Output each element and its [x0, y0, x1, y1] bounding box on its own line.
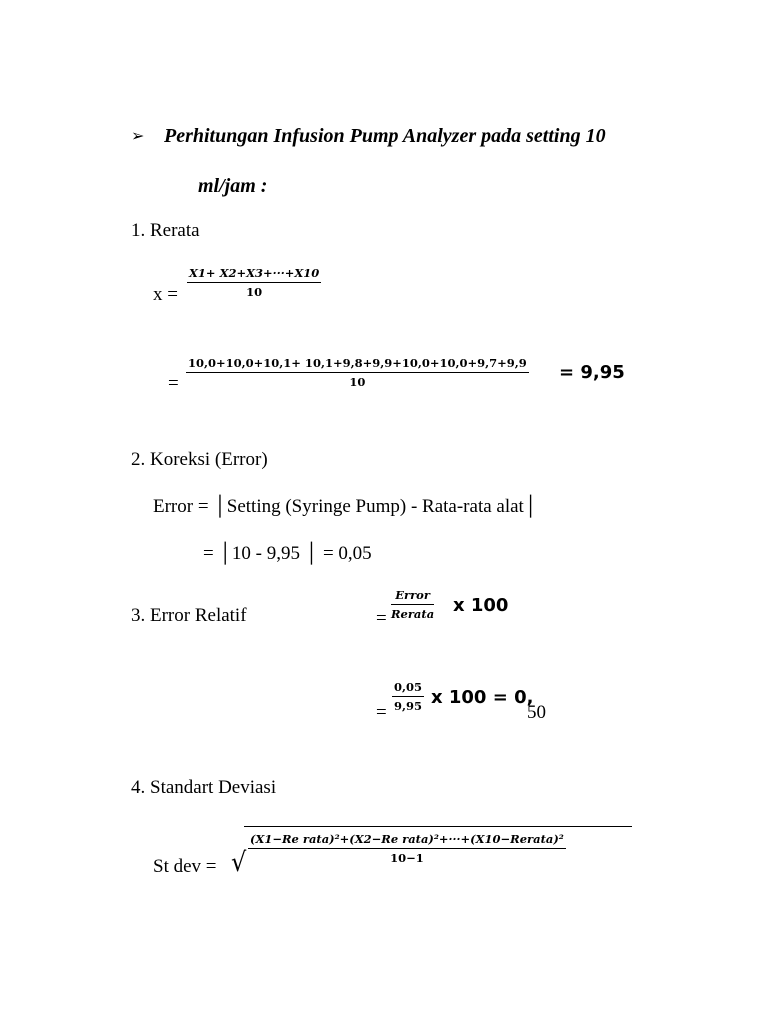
- relatif-equals-2: =: [376, 702, 387, 723]
- rerata-values-fraction: [186, 356, 529, 389]
- rerata-formula-fraction: [187, 266, 321, 299]
- rerata-values-numerator: 10,0+10,0+10,1+ 10,1+9,8+9,9+10,0+10,0+9,7+9,9: [188, 356, 527, 370]
- rerata-result: = 9,95: [559, 362, 625, 383]
- section-relatif-title: 3. Error Relatif: [131, 605, 247, 626]
- section-koreksi-title: 2. Koreksi (Error): [131, 449, 268, 470]
- heading-line-1: Perhitungan Infusion Pump Analyzer pada setting 10: [164, 125, 606, 147]
- relatif-formula-denominator: Rerata: [391, 607, 435, 621]
- stdev-formula-numerator: (X1−Re rata)²+(X2−Re rata)²+···+(X10−Rerata)²: [250, 832, 564, 846]
- relatif-formula-numerator: Error: [395, 588, 430, 602]
- rerata-equals: =: [168, 373, 179, 394]
- relatif-values-numerator: 0,05: [394, 680, 423, 694]
- sqrt-overline: [244, 826, 632, 827]
- rerata-values-denominator: 10: [349, 375, 366, 389]
- relatif-equals-1: =: [376, 608, 387, 629]
- relatif-values-denominator: 9,95: [394, 699, 423, 713]
- relatif-formula-fraction: [391, 588, 434, 621]
- heading-line-2: ml/jam :: [198, 175, 268, 197]
- section-stdev-title: 4. Standart Deviasi: [131, 777, 277, 798]
- rerata-formula-numerator: X1+ X2+X3+···+X10: [189, 266, 320, 280]
- koreksi-error-value: = │10 - 9,95 │ = 0,05: [203, 543, 372, 564]
- stdev-formula-fraction: [248, 832, 566, 865]
- rerata-formula-denominator: 10: [246, 285, 263, 299]
- section-rerata-title: 1. Rerata: [131, 220, 200, 241]
- relatif-values-fraction: [392, 680, 424, 713]
- stdev-formula-denominator: 10−1: [390, 851, 424, 865]
- stdev-lhs: St dev =: [153, 856, 217, 877]
- relatif-times-100: x 100: [453, 595, 509, 616]
- rerata-lhs: x =: [153, 284, 178, 305]
- bullet-arrow-icon: ➢: [131, 128, 145, 145]
- sqrt-radical-icon: √: [231, 846, 247, 878]
- relatif-result-tail: 50: [527, 702, 546, 723]
- relatif-result: x 100 = 0,: [431, 687, 534, 708]
- koreksi-error-formula: Error = │Setting (Syringe Pump) - Rata-rata alat│: [153, 496, 538, 517]
